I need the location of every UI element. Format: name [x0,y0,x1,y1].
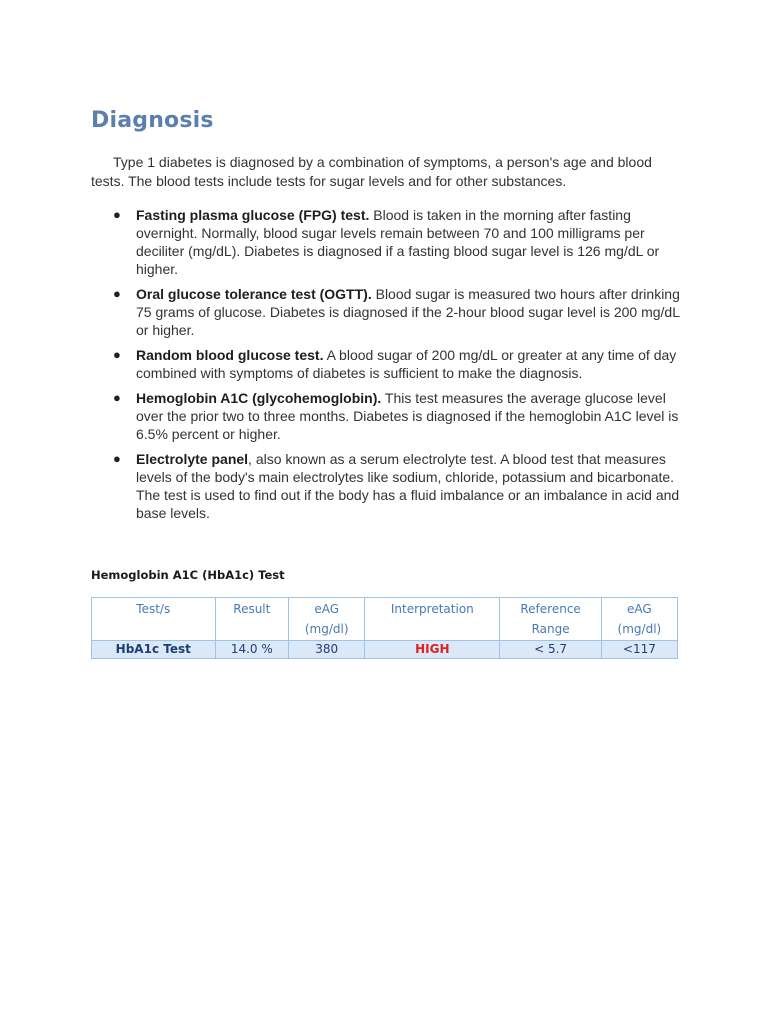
cell-result: 14.0 % [215,641,289,659]
list-item [0,206,684,278]
list-item [0,285,684,339]
test-name: Fasting plasma glucose (FPG) test. [136,207,370,223]
bullet-icon: ● [113,451,121,466]
header-reference-range: Reference Range [500,598,601,641]
bullet-icon: ● [113,347,121,362]
header-eag-reference: eAG (mg/dl) [601,598,677,641]
header-result: Result [215,598,289,641]
cell-test: HbA1c Test [92,641,216,659]
diagnosis-test-list [0,206,768,529]
table-row [92,641,678,659]
test-description: Blood is taken in the morning after fasting overnight. Normally, blood sugar levels remain between 70 and 100 milligrams per deciliter (mg/dL). Diabetes is diagnosed if a fasting blood sugar level is 126 mg/dL or higher. [136,207,660,277]
table-header-row [92,598,678,641]
test-name: Hemoglobin A1C (glycohemoglobin). [136,390,382,406]
list-item [0,389,684,443]
test-description: This test measures the average glucose level over the prior two to three months. Diabetes is diagnosed if the hemoglobin A1C level is 6.5% percent or higher. [136,390,679,442]
bullet-icon: ● [113,286,121,301]
hba1c-results-table [91,597,678,659]
test-description: A blood sugar of 200 mg/dL or greater at any time of day combined with symptoms of diabetes is sufficient to make the diagnosis. [136,347,677,381]
cell-reference-range: < 5.7 [500,641,601,659]
intro-paragraph: Type 1 diabetes is diagnosed by a combination of symptoms, a person's age and blood tests. The blood tests include tests for sugar levels and for other substances. [91,154,652,189]
cell-interpretation: HIGH [365,641,500,659]
bullet-icon: ● [113,390,121,405]
header-test: Test/s [92,598,216,641]
test-description: Blood sugar is measured two hours after drinking 75 grams of glucose. Diabetes is diagnosed if the 2-hour blood sugar level is 200 mg/dL or higher. [136,286,680,338]
bullet-icon: ● [113,207,121,222]
cell-eag-reference: <117 [601,641,677,659]
test-description: , also known as a serum electrolyte test. A blood test that measures levels of the body's main electrolytes like sodium, chloride, potassium and bicarbonate. The test is used to find out if the body has a fluid imbalance or an imbalance in acid and base levels. [136,451,680,521]
test-name: Oral glucose tolerance test (OGTT). [136,286,372,302]
list-item [0,346,684,382]
table-title: Hemoglobin A1C (HbA1c) Test [91,568,285,582]
cell-eag: 380 [289,641,365,659]
test-name: Random blood glucose test. [136,347,324,363]
section-heading: Diagnosis [91,108,214,133]
header-eag: eAG (mg/dl) [289,598,365,641]
test-name: Electrolyte panel [136,451,249,467]
list-item [0,450,684,522]
header-interpretation: Interpretation [365,598,500,641]
